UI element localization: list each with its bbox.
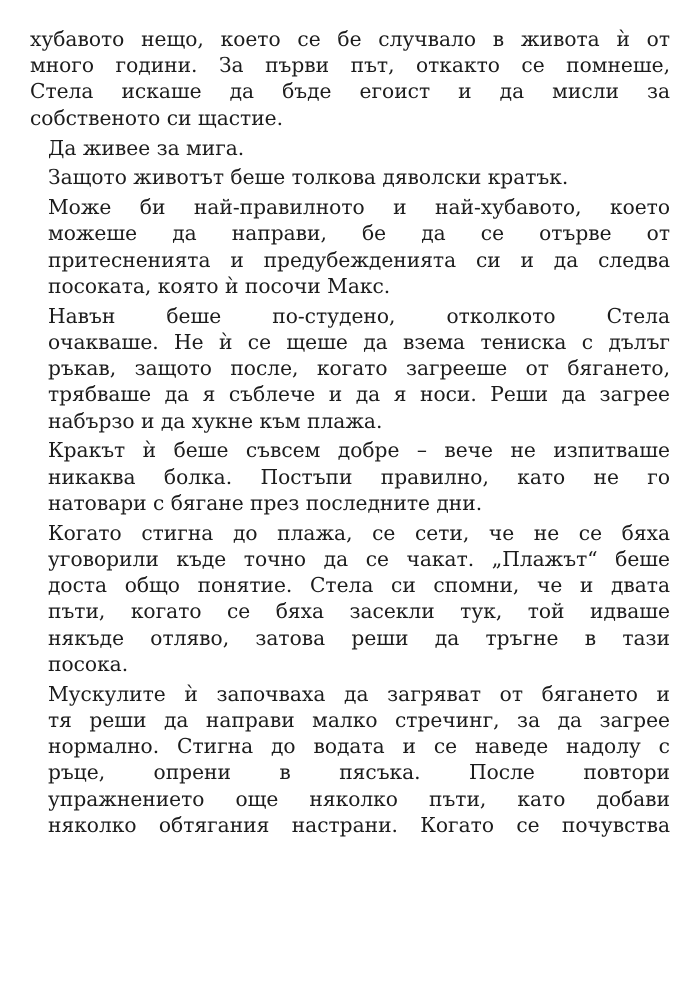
text-line: трябваше да я съблече и да я носи. Реши да загрее — [48, 382, 670, 407]
paragraph — [30, 437, 670, 516]
paragraph — [30, 194, 670, 299]
text-line: Може би най-правилното и най-хубавото, което — [48, 195, 670, 220]
text-line: Навън беше по-студено, отколкото Стела — [48, 303, 670, 328]
book-page — [30, 26, 670, 842]
text-line: хубавото нещо, което се бе случвало в живота ѝ от — [30, 27, 670, 51]
text-line: Мускулите ѝ започваха да загряват от бягането и — [48, 681, 670, 706]
text-line: посока. — [48, 651, 129, 676]
text-line: собственото си щастие. — [30, 105, 284, 130]
text-line: пъти, когато се бяха засекли тук, той идваше — [48, 599, 670, 624]
paragraph — [30, 26, 670, 131]
text-line: ръце, опрени в пясъка. После повтори — [48, 760, 670, 785]
text-line: Кракът ѝ беше съвсем добре – вече не изпитваше — [48, 438, 670, 463]
text-body — [30, 26, 670, 838]
text-line: можеше да направи, бе да се отърве от — [48, 221, 670, 246]
text-line: няколко обтягания настрани. Когато се почувства — [48, 812, 670, 837]
text-line: Да живее за мига. — [48, 135, 245, 160]
text-line: посоката, която ѝ посочи Макс. — [48, 273, 391, 298]
paragraph — [30, 164, 670, 190]
paragraph — [30, 520, 670, 677]
text-line: Защото животът беше толкова дяволски кратък. — [48, 165, 569, 190]
text-line: никаква болка. Постъпи правилно, като не го — [48, 464, 670, 489]
text-line: натовари с бягане през последните дни. — [48, 490, 483, 515]
text-line: Стела искаше да бъде егоист и да мисли за — [30, 79, 670, 104]
text-line: Когато стигна до плажа, се сети, че не се бяха — [48, 520, 670, 545]
text-line: много години. За първи път, откакто се помнеше, — [30, 53, 670, 78]
text-line: някъде отляво, затова реши да тръгне в тази — [48, 625, 670, 650]
text-line: ръкав, защото после, когато загрееше от бягането, — [48, 356, 670, 381]
text-line: нормално. Стигна до водата и се наведе надолу с — [48, 734, 670, 759]
paragraph — [30, 681, 670, 838]
text-line: тя реши да направи малко стречинг, за да загрее — [48, 707, 670, 732]
text-line: упражнението още няколко пъти, като добави — [48, 786, 670, 811]
text-line: набързо и да хукне към плажа. — [48, 408, 383, 433]
text-line: доста общо понятие. Стела си спомни, че и двата — [48, 573, 670, 598]
text-line: притесненията и предубежденията си и да следва — [48, 247, 670, 272]
paragraph — [30, 135, 670, 161]
text-line: очакваше. Не ѝ се щеше да взема тениска с дълъг — [48, 329, 670, 354]
text-line: уговорили къде точно да се чакат. „Плажът“ беше — [48, 546, 670, 571]
paragraph — [30, 303, 670, 434]
